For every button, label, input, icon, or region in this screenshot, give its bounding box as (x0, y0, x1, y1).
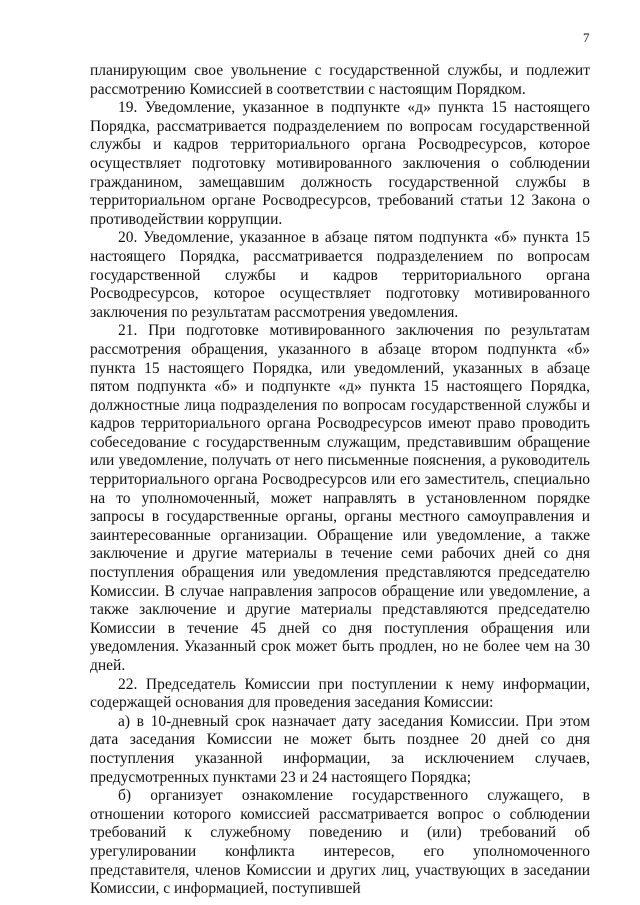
page-number: 7 (583, 30, 590, 45)
paragraph-19: 19. Уведомление, указанное в подпункте «д» пункта 15 настоящего Порядка, рассматривается подразделением по вопросам государственной службы и кадров территориального органа Росводресурсов, которое осуществляет подготовку мотивированного заключения о соблюдении гражданином, замещавшим должность государственной службы в территориальном органе Росводресурсов, требований статьи 12 Закона о противодействии коррупции. (90, 99, 590, 228)
paragraph-continuation: планирующим свое увольнение с государственной службы, и подлежит рассмотрению Комиссией в соответствии с настоящим Порядком. (90, 62, 590, 98)
paragraph-22-a: а) в 10-дневный срок назначает дату заседания Комиссии. При этом дата заседания Комиссии не может быть позднее 20 дней со дня поступления указанной информации, за исключением случаев, предусмотренных пунктами 23 и 24 настоящего Порядка; (90, 712, 590, 786)
paragraph-20: 20. Уведомление, указанное в абзаце пятом подпункта «б» пункта 15 настоящего Порядка, рассматривается подразделением по вопросам государственной службы и кадров территориального органа Росводресурсов, которое осуществляет подготовку мотивированного заключения по результатам рассмотрения уведомления. (90, 229, 590, 321)
paragraph-22-b: б) организует ознакомление государственного служащего, в отношении которого комиссией рассматривается вопрос о соблюдении требований к служебному поведению и (или) требований об урегулировании конфликта интересов, его уполномоченного представителя, членов Комиссии и других лиц, участвующих в заседании Комиссии, с информацией, поступившей (90, 787, 590, 898)
paragraph-22: 22. Председатель Комиссии при поступлении к нему информации, содержащей основания для проведения заседания Комиссии: (90, 675, 590, 712)
paragraph-21: 21. При подготовке мотивированного заключения по результатам рассмотрения обращения, указанного в абзаце втором подпункта «б» пункта 15 настоящего Порядка, или уведомлений, указанных в абзаце пятом подпункта «б» и подпункте «д» пункта 15 настоящего Порядка, должностные лица подразделения по вопросам государственной службы и кадров территориального органа Росводресурсов имеют право проводить собеседование с государственным служащим, представившим обращение или уведомление, получать от него письменные пояснения, а руководитель территориального органа Росводресурсов или его заместитель, специально на то уполномоченный, может направлять в установленном порядке запросы в государственные органы, органы местного самоуправления и заинтересованные организации. Обращение или уведомление, а также заключение и другие материалы в течение семи рабочих дней со дня поступления обращения или уведомления представляются председателю Комиссии. В случае направления запросов обращение или уведомление, а также заключение и другие материалы представляются председателю Комиссии в течение 45 дней со дня поступления обращения или уведомления. Указанный срок может быть продлен, но не более чем на 30 дней. (90, 322, 590, 674)
document-body (90, 62, 590, 899)
